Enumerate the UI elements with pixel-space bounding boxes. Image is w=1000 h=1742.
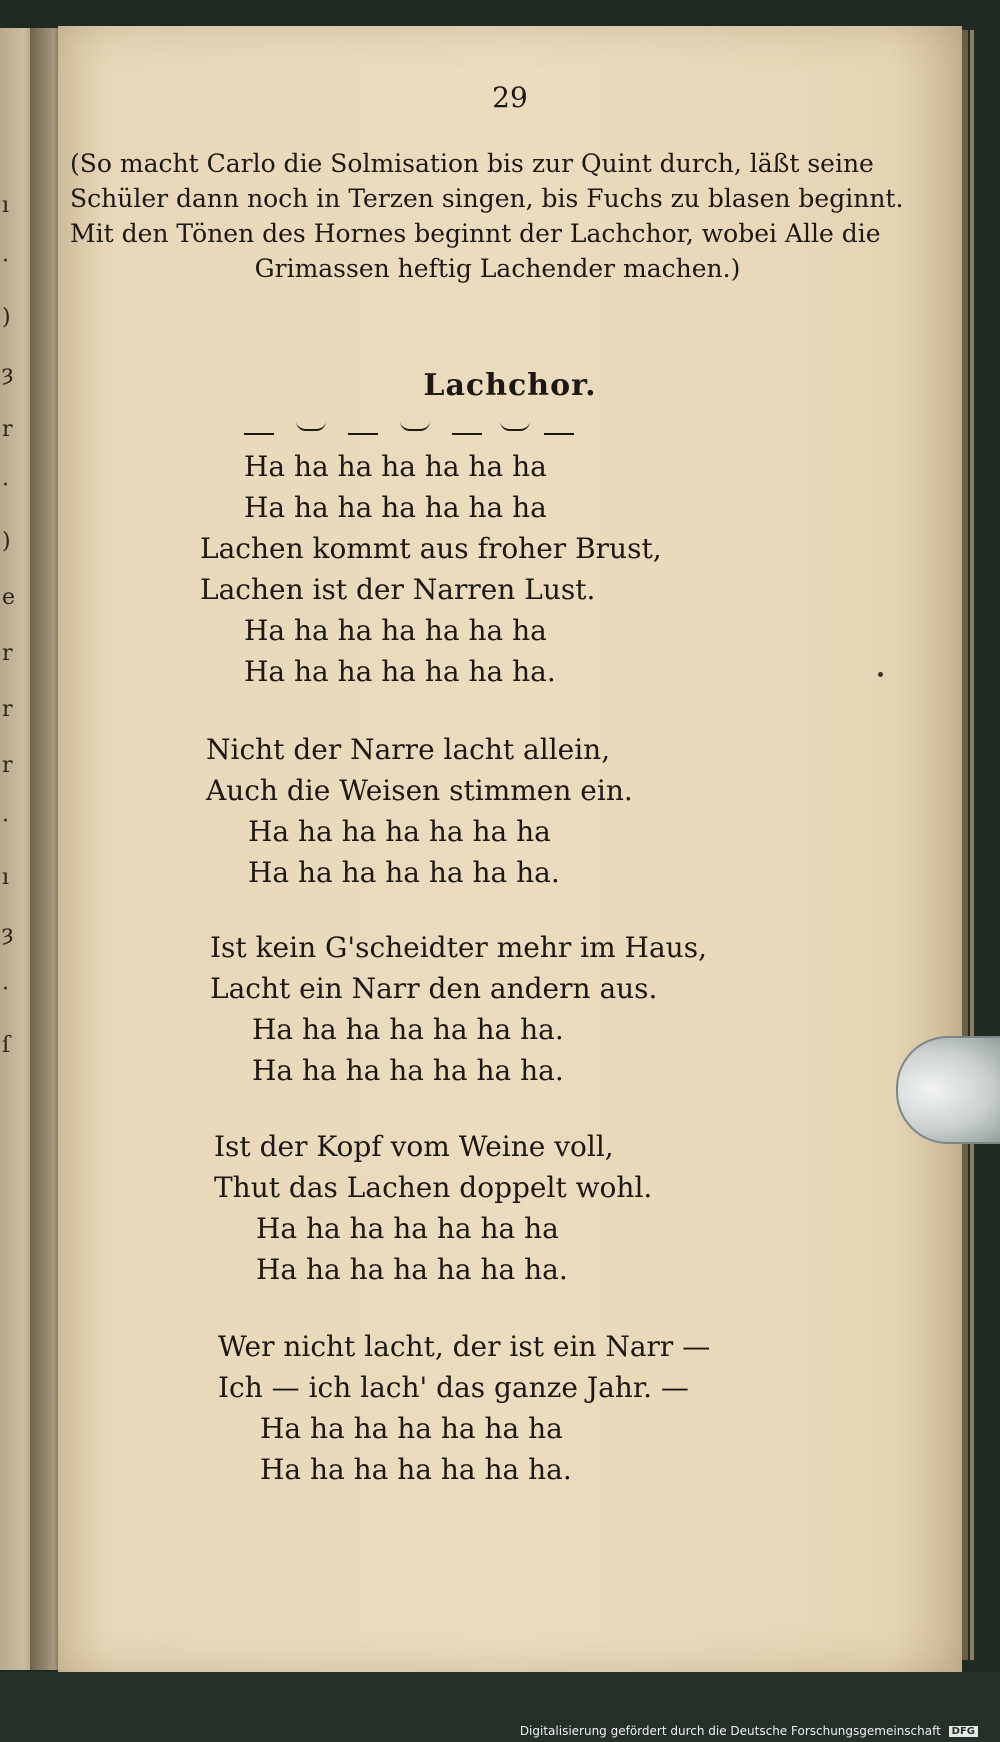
meter-marks xyxy=(244,421,604,441)
dfg-logo: DFG xyxy=(949,1726,978,1737)
long-syllable-mark xyxy=(544,433,574,435)
verse-line: Ha ha ha ha ha ha ha xyxy=(244,491,547,524)
verse-line: Ha ha ha ha ha ha ha. xyxy=(248,856,560,889)
previous-page-glyphs: ı · ) ȝ r · ) e r r r · ı ȝ · ſ xyxy=(2,193,16,1058)
verse-line: Ha ha ha ha ha ha ha. xyxy=(244,655,556,688)
stage-direction-line: (So macht Carlo die Solmisation bis zur Quint durch, läßt seine xyxy=(70,149,874,178)
long-syllable-mark xyxy=(452,433,482,435)
verse-line: Ha ha ha ha ha ha ha xyxy=(244,450,547,483)
verse-line: Thut das Lachen doppelt wohl. xyxy=(214,1171,653,1204)
verse-line: Ha ha ha ha ha ha ha xyxy=(256,1212,559,1245)
page-stack-edge xyxy=(962,30,968,1660)
verse-line: Ha ha ha ha ha ha ha. xyxy=(256,1253,568,1286)
stage-direction-line: Grimassen heftig Lachender machen.) xyxy=(254,254,741,283)
verse-line: Ist kein G'scheidter mehr im Haus, xyxy=(210,931,707,964)
verse-line: Ha ha ha ha ha ha ha xyxy=(244,614,547,647)
verse-line: Lachen kommt aus froher Brust, xyxy=(200,532,662,565)
ink-speck xyxy=(878,672,883,677)
stage-direction-line: Schüler dann noch in Terzen singen, bis Fuchs zu blasen beginnt. xyxy=(70,184,904,213)
verse-line: Lacht ein Narr den andern aus. xyxy=(210,972,658,1005)
verse-line: Lachen ist der Narren Lust. xyxy=(200,573,596,606)
verse-line: Wer nicht lacht, der ist ein Narr — xyxy=(218,1330,711,1363)
stage-direction xyxy=(70,146,925,286)
page-number: 29 xyxy=(492,81,528,114)
verse-line: Ich — ich lach' das ganze Jahr. — xyxy=(218,1371,689,1404)
verse-line: Ha ha ha ha ha ha ha xyxy=(260,1412,563,1445)
verse-line: Auch die Weisen stimmen ein. xyxy=(206,774,633,807)
digitization-credit xyxy=(520,1724,978,1738)
book-page xyxy=(58,26,962,1672)
scanner-background xyxy=(0,1672,1000,1742)
song-title: Lachchor. xyxy=(423,368,597,403)
verse-line: Ha ha ha ha ha ha ha. xyxy=(252,1054,564,1087)
short-syllable-mark xyxy=(296,421,326,431)
verse-line: Ha ha ha ha ha ha ha xyxy=(248,815,551,848)
long-syllable-mark xyxy=(348,433,378,435)
short-syllable-mark xyxy=(400,421,430,431)
verse-line: Nicht der Narre lacht allein, xyxy=(206,733,611,766)
long-syllable-mark xyxy=(244,433,274,435)
verse-line: Ist der Kopf vom Weine voll, xyxy=(214,1130,614,1163)
short-syllable-mark xyxy=(500,421,530,431)
book-clip xyxy=(896,1036,1000,1144)
verse-line: Ha ha ha ha ha ha ha. xyxy=(260,1453,572,1486)
credit-text: Digitalisierung gefördert durch die Deutsche Forschungsgemeinschaft xyxy=(519,1724,941,1738)
stage-direction-line: Mit den Tönen des Hornes beginnt der Lachchor, wobei Alle die xyxy=(70,219,881,248)
verse-line: Ha ha ha ha ha ha ha. xyxy=(252,1013,564,1046)
page-stack-edge xyxy=(970,30,974,1660)
